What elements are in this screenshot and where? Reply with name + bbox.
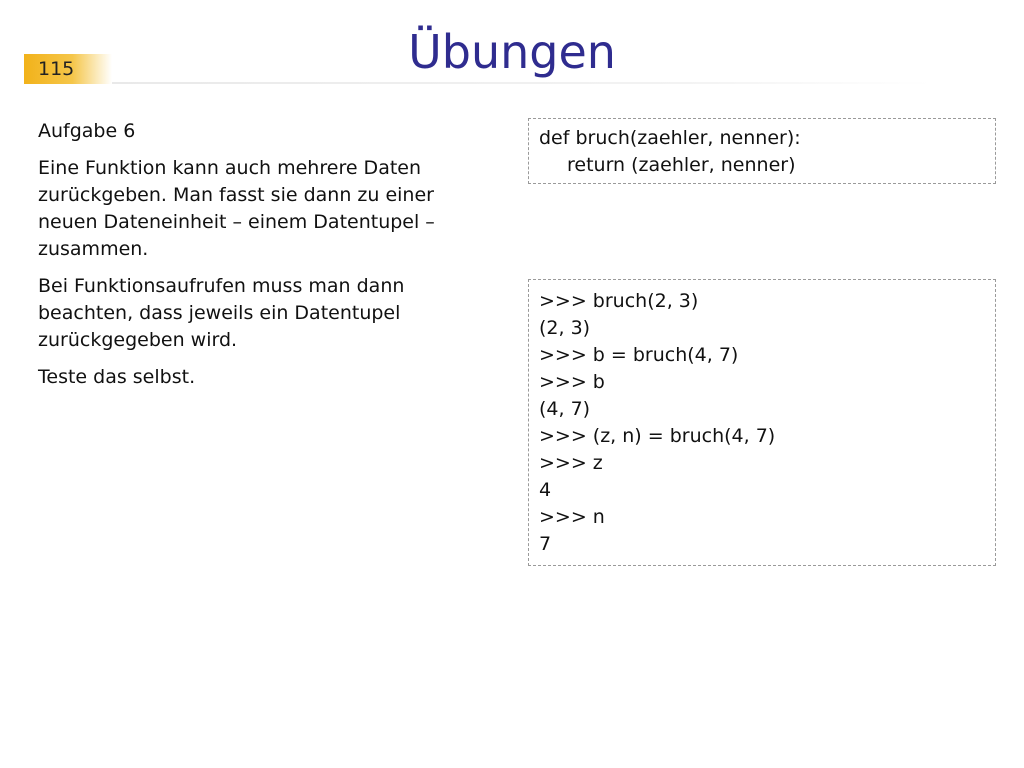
session-line: 4	[539, 479, 552, 501]
session-line: >>> b	[539, 371, 605, 393]
slide-title: Übungen	[408, 25, 616, 79]
session-line: >>> b = bruch(4, 7)	[539, 344, 739, 366]
session-line: 7	[539, 533, 552, 555]
task-paragraph-2: Bei Funktionsaufrufen muss man dann beachten, dass jeweils ein Datentupel zurückgegeben wird.	[38, 275, 405, 351]
task-paragraph-3: Teste das selbst.	[38, 366, 196, 388]
session-line: >>> n	[539, 506, 605, 528]
task-paragraph-1: Eine Funktion kann auch mehrere Daten zurückgeben. Man fasst sie dann zu einer neuen Dateneinheit – einem Datentupel – zusammen.	[38, 157, 435, 260]
task-text	[38, 118, 478, 401]
session-line: >>> bruch(2, 3)	[539, 290, 699, 312]
session-line: >>> (z, n) = bruch(4, 7)	[539, 425, 776, 447]
session-line: >>> z	[539, 452, 603, 474]
code-line: return (zaehler, nenner)	[567, 154, 796, 176]
task-heading: Aufgabe 6	[38, 120, 136, 142]
session-line: (4, 7)	[539, 398, 591, 420]
page-number-badge: 115	[24, 54, 112, 84]
code-definition-box	[528, 118, 996, 184]
session-line: (2, 3)	[539, 317, 591, 339]
title-underline	[112, 82, 932, 84]
code-line: def bruch(zaehler, nenner):	[539, 127, 801, 149]
interactive-session-box	[528, 279, 996, 566]
